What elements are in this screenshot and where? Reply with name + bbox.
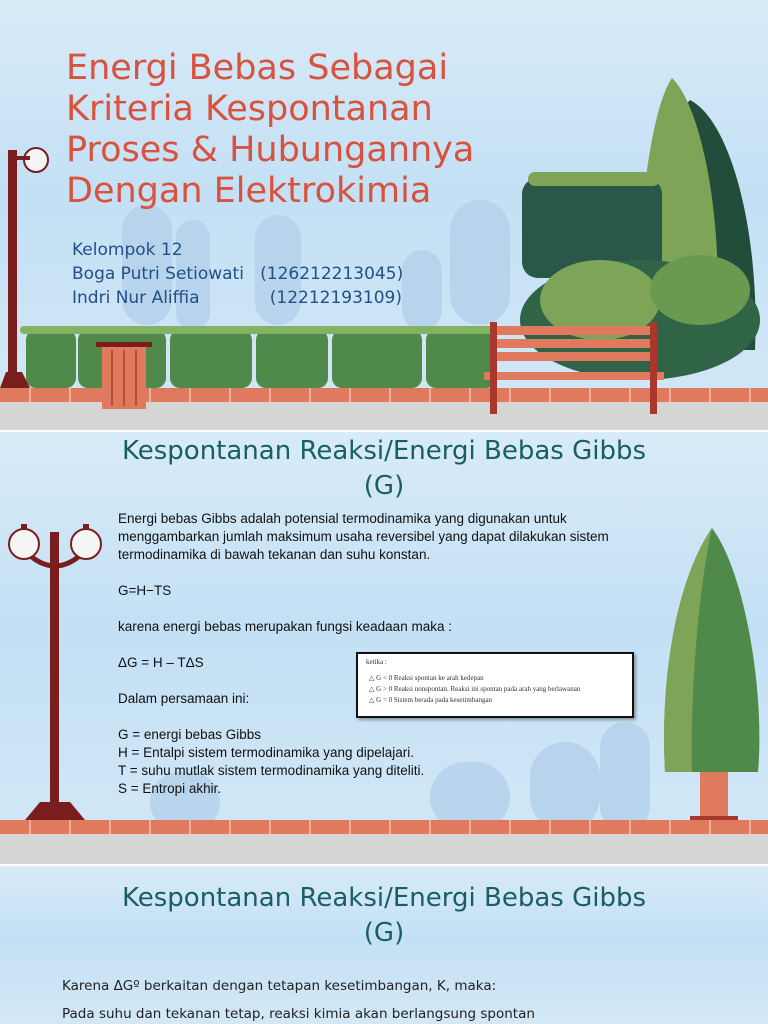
presentation-title <box>66 48 474 212</box>
body-line: Karena ΔGº berkaitan dengan tetapan kesetimbangan, K, maka: <box>62 978 497 994</box>
formula: G=H−TS <box>118 583 172 598</box>
slide-3 <box>0 866 768 1024</box>
title-line: Proses & Hubungannya <box>66 130 475 170</box>
heading-line: (G) <box>363 471 405 501</box>
definition-item: H = Entalpi sistem termodinamika yang dipelajari. <box>118 745 415 760</box>
definition-paragraph: Energi bebas Gibbs adalah potensial termodinamika yang digunakan untuk menggambarkan jumlah maksimum usaha reversibel yang dapat dilakukan sistem termodinamika di bawah tekanan dan suhu konstan. <box>118 511 609 562</box>
intro-text: karena energi bebas merupakan fungsi keadaan maka : <box>118 619 452 634</box>
title-line: Energi Bebas Sebagai <box>66 48 449 88</box>
body-line: Pada suhu dan tekanan tetap, reaksi kimia akan berlangsung spontan <box>62 1006 535 1022</box>
group-info <box>72 238 403 310</box>
condition-row: △ G = 0 Sistem berada pada kesetimbangan <box>369 696 493 704</box>
condition-row: △ G > 0 Reaksi nonspontan. Reaksi ini spontan pada arah yang berlawanan <box>369 685 581 693</box>
persamaan-label: Dalam persamaan ini: <box>118 691 250 706</box>
heading-line: Kespontanan Reaksi/Energi Bebas Gibbs <box>121 436 646 466</box>
group-member: Boga Putri Setiowati (126212213045) <box>72 264 404 284</box>
conditions-title: ketika : <box>366 658 387 666</box>
title-line: Dengan Elektrokimia <box>66 171 432 211</box>
slide-3-body <box>62 972 535 1024</box>
group-member: Indri Nur Aliffia (12212193109) <box>72 288 402 308</box>
slide-heading <box>0 881 768 951</box>
heading-line: Kespontanan Reaksi/Energi Bebas Gibbs <box>121 883 646 913</box>
definition-item: T = suhu mutlak sistem termodinamika yang diteliti. <box>118 763 425 778</box>
title-line: Kriteria Kespontanan <box>66 89 433 129</box>
condition-row: △ G < 0 Reaksi spontan ke arah kedepan <box>369 674 484 682</box>
conditions-box <box>356 652 634 718</box>
heading-line: (G) <box>363 918 405 948</box>
group-label: Kelompok 12 <box>72 240 183 260</box>
formula: ΔG = H – TΔS <box>118 655 204 670</box>
slide-2 <box>0 432 768 864</box>
definition-item: G = energi bebas Gibbs <box>118 727 261 742</box>
slide-heading <box>0 434 768 504</box>
slide-1 <box>0 0 768 430</box>
definition-item: S = Entropi akhir. <box>118 781 222 796</box>
